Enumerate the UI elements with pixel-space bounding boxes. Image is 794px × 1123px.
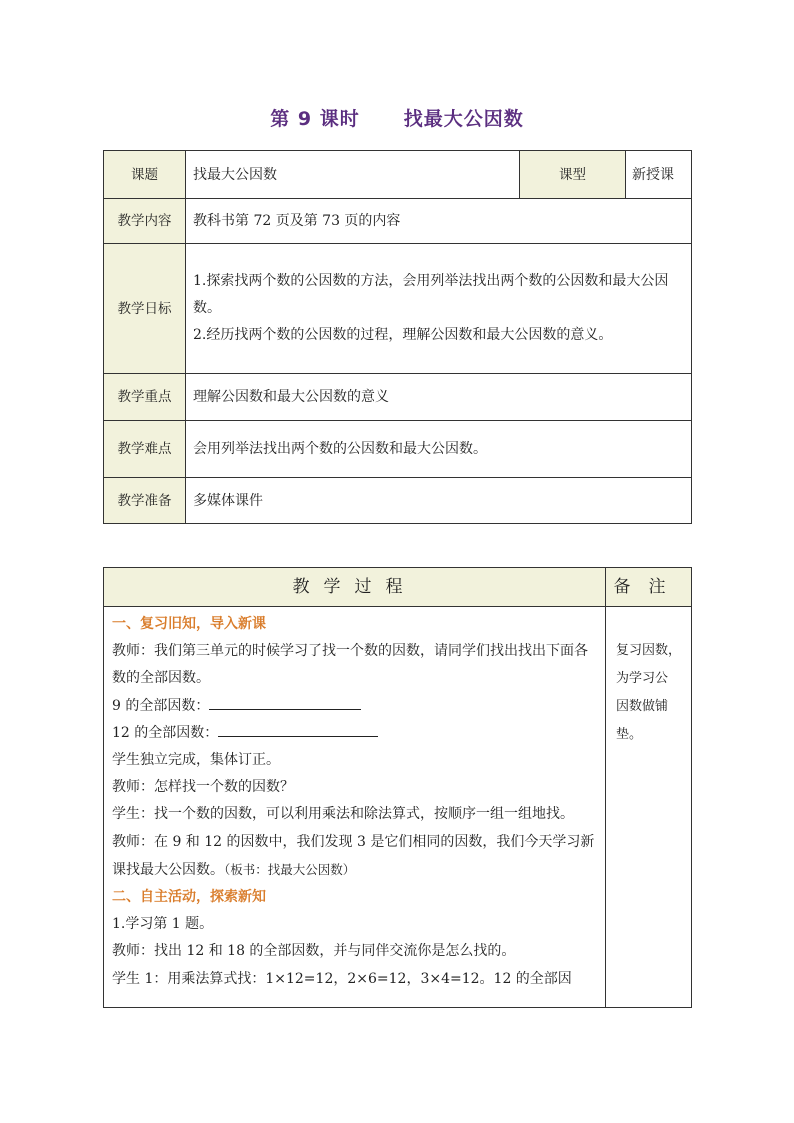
goal-item-1: 1.探索找两个数的公因数的方法，会用列举法找出两个数的公因数和最大公因数。	[193, 273, 669, 316]
note-line: 垫。	[616, 727, 643, 742]
preparation-value: 多媒体课件	[186, 478, 692, 524]
paragraph: 学生独立完成，集体订正。	[112, 752, 280, 769]
preparation-label: 教学准备	[104, 478, 186, 524]
question-9: 9 的全部因数：	[112, 697, 210, 714]
content-label: 教学内容	[104, 199, 186, 244]
lesson-info-table	[103, 150, 692, 524]
board-note: （板书：找最大公因数）	[224, 861, 356, 877]
difficulty-value: 会用列举法找出两个数的公因数和最大公因数。	[186, 421, 692, 478]
paragraph: 学生 1：用乘法算式找：1×12=12，2×6=12，3×4=12。12 的全部因	[112, 970, 572, 987]
paragraph: 教师：怎样找一个数的因数？	[112, 779, 294, 796]
note-line: 复习因数，	[616, 643, 682, 658]
key-point-value: 理解公因数和最大公因数的意义	[186, 374, 692, 421]
paragraph	[112, 693, 599, 720]
note-line: 为学习公	[616, 671, 669, 686]
goal-item-2: 2.经历找两个数的公因数的过程，理解公因数和最大公因数的意义。	[193, 327, 613, 343]
goals-label: 教学日标	[104, 244, 186, 374]
side-note	[606, 607, 692, 1008]
lesson-type-label: 课型	[520, 151, 626, 199]
paragraph: 1.学习第 1 题。	[112, 916, 214, 933]
note-line: 因数做铺	[616, 699, 669, 714]
lesson-topic: 找最大公因数	[403, 108, 524, 130]
goals-value	[186, 244, 692, 374]
process-content	[104, 607, 606, 1008]
answer-blank	[209, 695, 361, 710]
teaching-process-table	[103, 567, 692, 1008]
subject-value: 找最大公因数	[186, 151, 520, 199]
paragraph: 教师：我们第三单元的时候学习了找一个数的因数，请同学们找出找出下面各数的全部因数。	[112, 643, 588, 687]
subject-label: 课题	[104, 151, 186, 199]
teacher-intro: 教师：在 9 和 12 的因数中，我们发现 3 是它们相同的因数，我们今天学习新课找最大公因数。	[112, 833, 595, 878]
key-point-label: 教学重点	[104, 374, 186, 421]
question-12: 12 的全部因数：	[112, 724, 219, 741]
notes-header: 备注	[606, 568, 692, 607]
process-header: 教学过程	[104, 568, 606, 607]
answer-blank	[218, 722, 378, 737]
paragraph: 教师：找出 12 和 18 的全部因数，并与同伴交流你是怎么找的。	[112, 943, 516, 960]
content-value: 教科书第 72 页及第 73 页的内容	[186, 199, 692, 244]
lesson-number: 第 9 课时	[270, 108, 360, 130]
page-title	[0, 104, 794, 131]
paragraph	[112, 829, 599, 884]
difficulty-label: 教学难点	[104, 421, 186, 478]
paragraph	[112, 720, 599, 747]
lesson-type-value: 新授课	[626, 151, 692, 199]
section-1-heading: 一、复习旧知，导入新课	[112, 616, 266, 632]
section-2-heading: 二、自主活动，探索新知	[112, 889, 266, 906]
paragraph: 学生：找一个数的因数，可以利用乘法和除法算式，按顺序一组一组地找。	[112, 806, 574, 823]
